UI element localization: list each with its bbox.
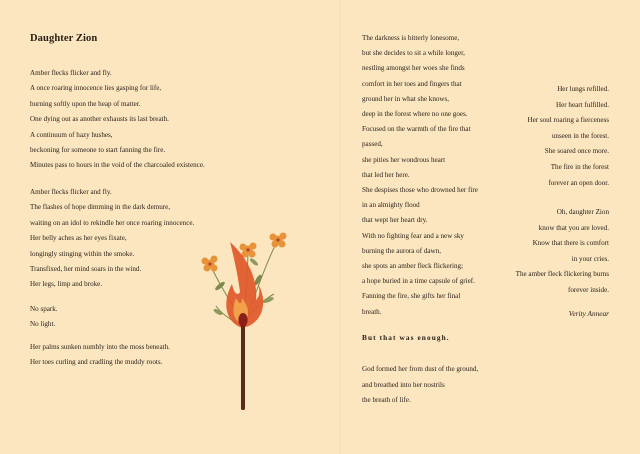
poem-line: breath. bbox=[362, 307, 382, 316]
poem-line: Minutes pass to hours in the void of the charcoaled existence. bbox=[30, 161, 205, 170]
poem-line: Fanning the fire, she gifts her final bbox=[362, 292, 461, 301]
poem-line: Oh, daughter Zion bbox=[556, 208, 609, 216]
aside-stanza-1 bbox=[527, 82, 609, 191]
poem-line: in your cries. bbox=[571, 254, 609, 263]
poem-line: burning softly upon the heap of matter. bbox=[30, 99, 141, 108]
right-column-a bbox=[362, 31, 478, 320]
stanza-4 bbox=[30, 340, 170, 371]
poem-line: She despises those who drowned her fire bbox=[362, 186, 478, 195]
poem-line: With no fighting fear and a new sky bbox=[362, 231, 464, 240]
poem-line: No light. bbox=[30, 320, 56, 329]
poem-line: nestling amongst her woes she finds bbox=[362, 64, 465, 73]
poem-line: unseen in the forest. bbox=[551, 131, 609, 140]
poem-line: that led her here. bbox=[362, 170, 410, 179]
match-flower-illustration bbox=[198, 228, 290, 412]
poem-title: Daughter Zion bbox=[30, 33, 98, 44]
poem-line: Her palms sunken numbly into the moss beneath. bbox=[30, 343, 170, 351]
poem-line: ground her in what she knows, bbox=[362, 94, 450, 103]
poem-line: She soared once more. bbox=[544, 147, 609, 156]
poem-line: Her legs, limp and broke. bbox=[30, 280, 103, 289]
stanza-3 bbox=[30, 302, 58, 333]
poem-line: The amber fleck flickering burns bbox=[515, 270, 609, 279]
poem-line: Know that there is comfort bbox=[532, 239, 609, 248]
poem-line: in an almighty flood bbox=[362, 201, 420, 210]
poem-line: The darkness is bitterly lonesome, bbox=[362, 34, 460, 42]
poem-line: but she decides to sit a while longer, bbox=[362, 49, 465, 58]
poem-line: A continuum of hazy hushes, bbox=[30, 130, 113, 139]
poem-line: Focused on the warmth of the fire that bbox=[362, 125, 471, 134]
stanza-1 bbox=[30, 66, 205, 174]
poem-line: No spark. bbox=[30, 305, 58, 313]
poem-line: Her lungs refilled. bbox=[557, 85, 609, 93]
book-spine bbox=[339, 0, 341, 454]
poem-line: Her soul roaring a fierceness bbox=[527, 116, 609, 125]
poem-line: longingly stinging within the smoke. bbox=[30, 249, 135, 258]
poem-line: waiting on an idol to rekindle her once roaring innocence. bbox=[30, 218, 195, 227]
poem-line: that wept her heart dry. bbox=[362, 216, 428, 225]
stanza-2 bbox=[30, 185, 194, 293]
poem-line: know that you are loved. bbox=[538, 223, 609, 232]
emphasis-line: But that was enough. bbox=[362, 333, 450, 342]
poem-line: Her belly aches as her eyes fixate, bbox=[30, 234, 127, 243]
poem-line: One dying out as another exhausts its last breath. bbox=[30, 115, 169, 124]
poem-line: A once roaring innocence lies gasping for life, bbox=[30, 84, 162, 93]
poem-line: burning the aurora of dawn, bbox=[362, 246, 441, 255]
poem-line: Transfixed, her mind soars in the wind. bbox=[30, 265, 142, 274]
poem-line: the breath of life. bbox=[362, 396, 411, 405]
poem-line: a hope buried in a time capsule of grief. bbox=[362, 277, 475, 286]
poem-line: The fire in the forest bbox=[550, 162, 609, 171]
poem-line: comfort in her toes and fingers that bbox=[362, 79, 462, 88]
aside-stanza-2 bbox=[516, 205, 609, 299]
right-column-b bbox=[362, 362, 478, 409]
poem-line: God formed her from dust of the ground, bbox=[362, 365, 479, 373]
poem-line: The flashes of hope dimming in the dark demure, bbox=[30, 203, 171, 212]
poem-line: deep in the forest where no one goes. bbox=[362, 110, 468, 119]
poem-line: Her heart fulfilled. bbox=[556, 100, 609, 109]
poem-line: forever inside. bbox=[568, 285, 609, 294]
poem-line: Amber flecks flicker and fly. bbox=[30, 69, 112, 77]
poem-line: and breathed into her nostrils bbox=[362, 380, 445, 389]
poem-line: she pities her wondrous heart bbox=[362, 155, 446, 164]
poem-line: forever an open door. bbox=[548, 178, 609, 187]
poem-line: passed, bbox=[362, 140, 383, 149]
author-signature: Verity Annear bbox=[568, 309, 609, 318]
poem-line: she spots an amber fleck flickering; bbox=[362, 262, 464, 271]
poem-line: Her toes curling and cradling the muddy roots. bbox=[30, 358, 163, 367]
poem-line: beckoning for someone to start fanning the fire. bbox=[30, 146, 166, 155]
poem-line: Amber flecks flicker and fly. bbox=[30, 188, 112, 196]
